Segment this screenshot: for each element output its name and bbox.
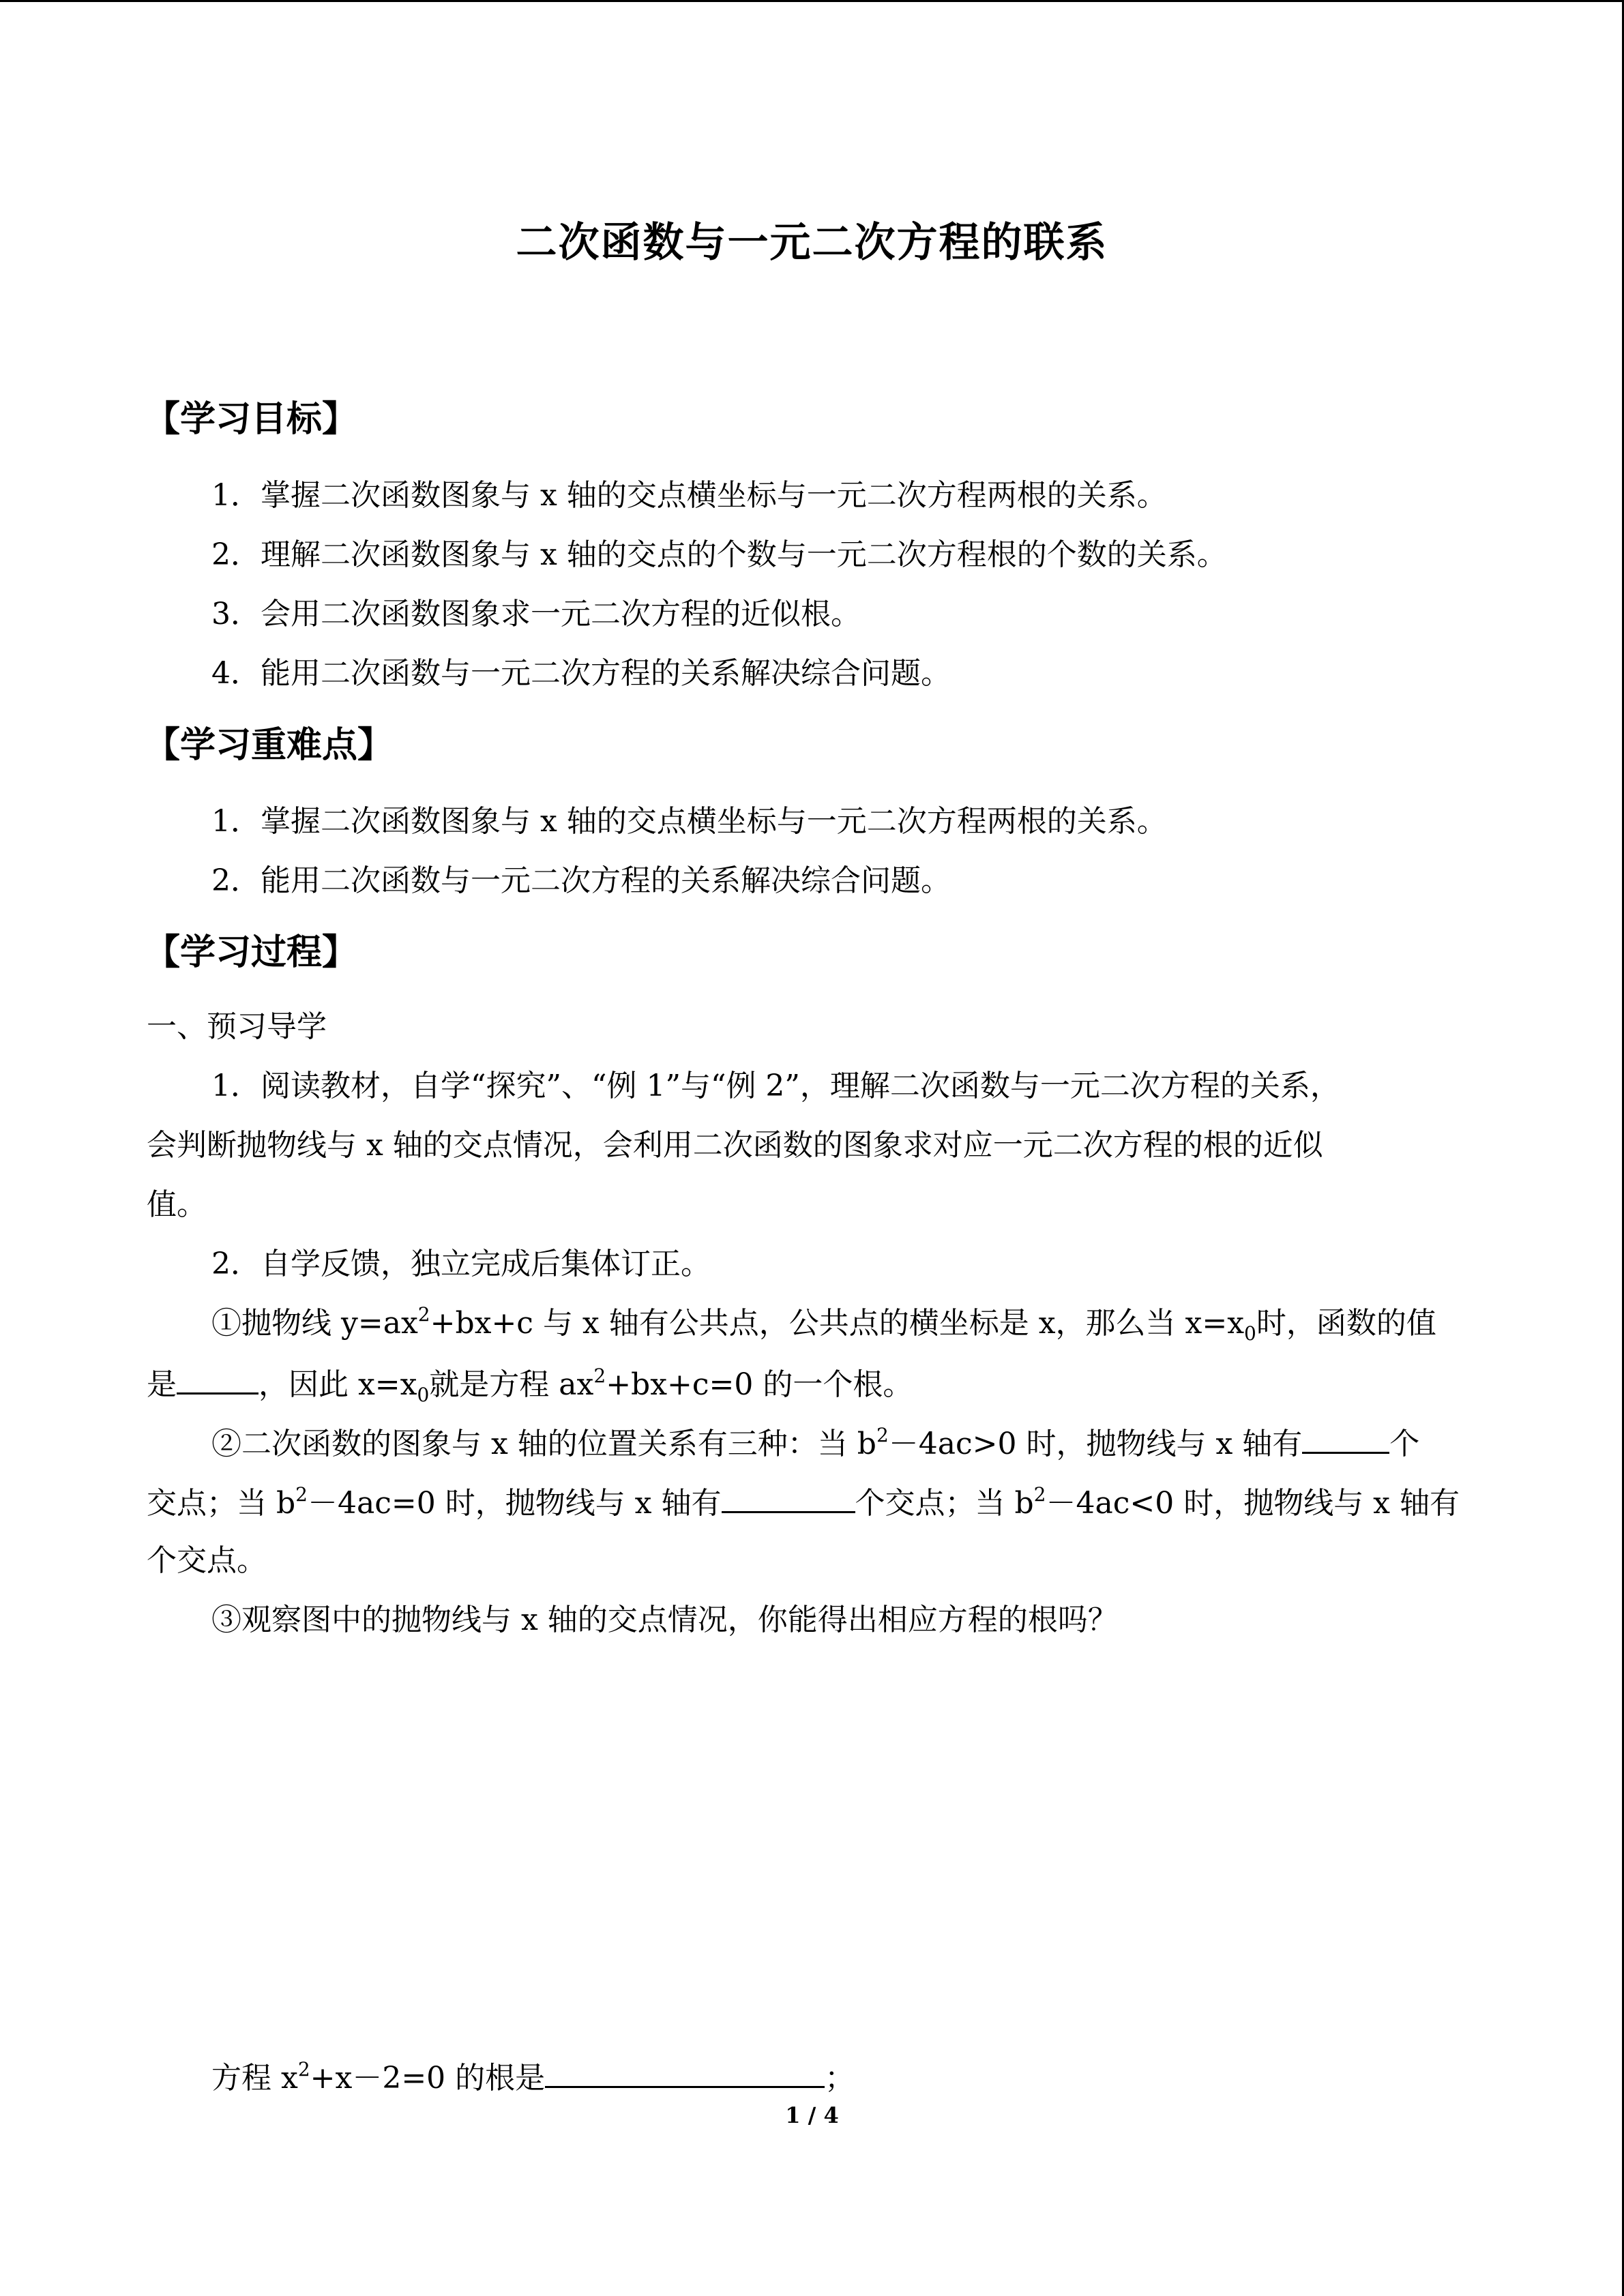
section-heading-goals: 【学习目标】	[145, 399, 358, 440]
q2-text-a: ②二次函数的图象与 x 轴的位置关系有三种：当 b	[211, 1427, 876, 1461]
q1-text-a: ①抛物线 y=ax	[211, 1306, 418, 1341]
section-heading-process: 【学习过程】	[145, 932, 358, 973]
superscript-2: 2	[417, 1303, 430, 1326]
document-title: 二次函数与一元二次方程的联系	[516, 219, 1108, 267]
para1-line-3: 值。	[147, 1187, 207, 1222]
answer-blank-q1[interactable]	[177, 1362, 259, 1395]
q1-text-g: +bx+c=0 的一个根。	[606, 1367, 913, 1402]
subscript-0: 0	[1244, 1322, 1256, 1345]
para2: 2．自学反馈，独立完成后集体订正。	[211, 1247, 711, 1281]
section-heading-key-points: 【学习重难点】	[145, 725, 394, 766]
page-border-top	[0, 0, 1624, 2]
answer-blank-q2-a[interactable]	[1302, 1422, 1389, 1454]
q2-text-e: －4ac=0 时，抛物线与 x 轴有	[307, 1486, 722, 1521]
q1-text-f: 就是方程 ax	[429, 1367, 594, 1402]
goal-item-2: 2．理解二次函数图象与 x 轴的交点的个数与一元二次方程根的个数的关系。	[211, 537, 1227, 572]
q1-text-b: +bx+c 与 x 轴有公共点，公共点的横坐标是 x，那么当 x=x	[430, 1306, 1245, 1341]
question-1-line-2	[147, 1362, 913, 1405]
superscript-2: 2	[1033, 1483, 1046, 1506]
page-number: 1 / 4	[785, 2102, 839, 2128]
answer-blank-q2-b[interactable]	[722, 1481, 855, 1513]
superscript-2: 2	[593, 1365, 606, 1387]
key-point-item-2: 2．能用二次函数与一元二次方程的关系解决综合问题。	[211, 863, 951, 898]
question-4	[211, 2056, 855, 2099]
superscript-2: 2	[876, 1424, 889, 1446]
answer-blank-q4[interactable]	[545, 2056, 825, 2088]
q2-text-c: 个	[1389, 1427, 1420, 1461]
subscript-0: 0	[417, 1384, 430, 1406]
q2-text-f: 个交点；当 b	[855, 1486, 1034, 1521]
para1-line-2: 会判断抛物线与 x 轴的交点情况，会利用二次函数的图象求对应一元二次方程的根的近似	[147, 1128, 1323, 1163]
q4-text-b: +x－2=0 的根是	[310, 2061, 546, 2096]
superscript-2: 2	[295, 1483, 308, 1506]
para1-line-1: 1．阅读教材，自学“探究”、“例 1”与“例 2”，理解二次函数与一元二次方程的关系，	[211, 1069, 1340, 1103]
superscript-2: 2	[297, 2058, 310, 2081]
question-1-line-1	[211, 1303, 1436, 1344]
q2-text-d: 交点；当 b	[147, 1486, 296, 1521]
question-2-line-1	[211, 1422, 1419, 1465]
q2-text-g: －4ac<0 时，抛物线与 x 轴有	[1046, 1486, 1460, 1521]
key-point-item-1: 1．掌握二次函数图象与 x 轴的交点横坐标与一元二次方程两根的关系。	[211, 804, 1167, 839]
goal-item-3: 3．会用二次函数图象求一元二次方程的近似根。	[211, 597, 861, 631]
q1-text-e: ，因此 x=x	[259, 1367, 417, 1402]
q1-text-d: 是	[147, 1367, 177, 1402]
q4-text-a: 方程 x	[211, 2061, 298, 2096]
question-2-line-3: 个交点。	[147, 1543, 267, 1578]
question-3: ③观察图中的抛物线与 x 轴的交点情况，你能得出相应方程的根吗？	[211, 1602, 1118, 1637]
subheading-preview: 一、预习导学	[147, 1009, 327, 1044]
question-2-line-2	[147, 1481, 1460, 1524]
q1-text-c: 时，函数的值	[1256, 1306, 1436, 1341]
q4-text-c: ；	[825, 2061, 855, 2096]
q2-text-b: －4ac>0 时，抛物线与 x 轴有	[888, 1427, 1303, 1461]
goal-item-1: 1．掌握二次函数图象与 x 轴的交点横坐标与一元二次方程两根的关系。	[211, 478, 1167, 513]
goal-item-4: 4．能用二次函数与一元二次方程的关系解决综合问题。	[211, 656, 951, 691]
